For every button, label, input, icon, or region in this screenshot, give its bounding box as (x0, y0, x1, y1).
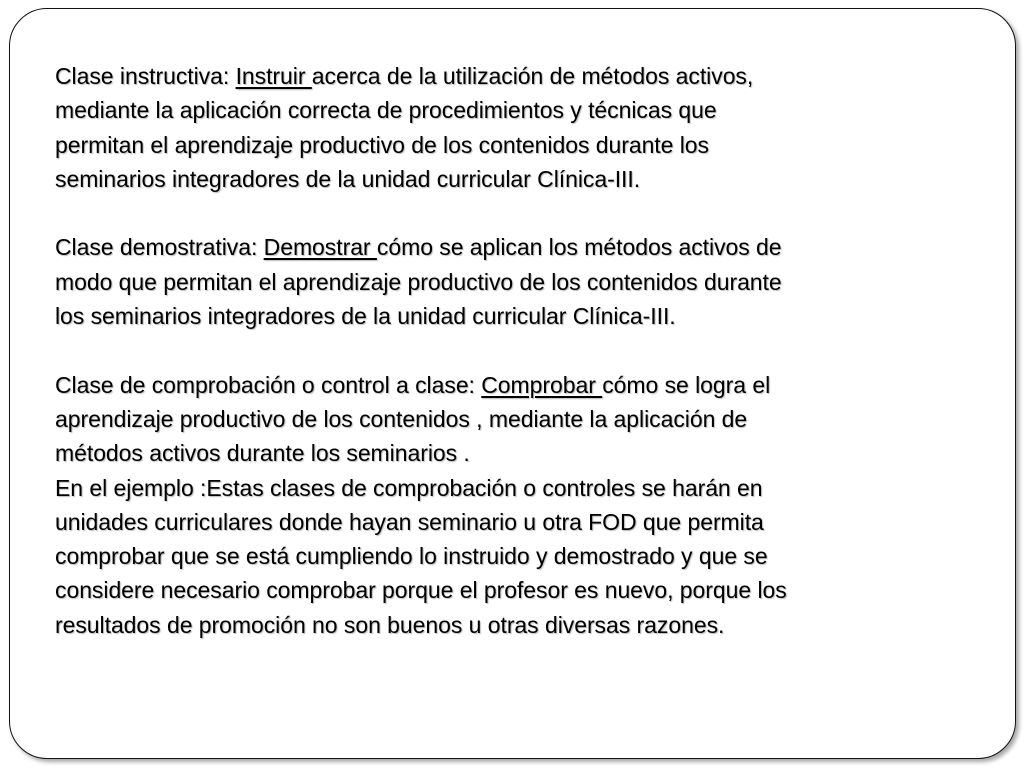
paragraph-gap (55, 333, 995, 367)
paragraph-demostrativa (55, 230, 995, 333)
paragraph-label: Clase instructiva: (55, 63, 236, 89)
text-line: cómo se aplican los métodos activos de (376, 234, 782, 261)
text-line: cómo se logra el (602, 371, 771, 398)
text-line: aprendizaje productivo de los contenidos , mediante la aplicación de (55, 405, 748, 432)
keyword-comprobar: Comprobar (481, 371, 603, 398)
slide-body (55, 59, 995, 642)
keyword-instruir: Instruir (235, 63, 312, 89)
paragraph-gap (55, 196, 995, 230)
paragraph-label: Clase demostrativa: (55, 234, 264, 261)
text-line: unidades curriculares donde hayan seminario u otra FOD que permita (55, 508, 764, 535)
text-line: métodos activos durante los seminarios . (55, 440, 470, 467)
keyword-demostrar: Demostrar (263, 234, 377, 261)
text-line: En el ejemplo :Estas clases de comprobación o controles se harán en (55, 474, 763, 501)
text-line: mediante la aplicación correcta de procedimientos y técnicas que (55, 97, 717, 124)
text-line: seminarios integradores de la unidad curricular Clínica-III. (55, 165, 641, 192)
paragraph-example (55, 471, 995, 642)
text-line: acerca de la utilización de métodos activos, (311, 63, 754, 89)
paragraph-instructiva (55, 59, 995, 196)
text-line: permitan el aprendizaje productivo de los contenidos durante los (55, 131, 709, 158)
text-line: modo que permitan el aprendizaje productivo de los contenidos durante (55, 268, 782, 295)
paragraph-comprobacion (55, 368, 995, 471)
text-line: resultados de promoción no son buenos u otras diversas razones. (55, 611, 725, 638)
text-line: comprobar que se está cumpliendo lo instruido y demostrado y que se (55, 543, 768, 570)
text-line: considere necesario comprobar porque el profesor es nuevo, porque los (55, 577, 787, 604)
text-line: los seminarios integradores de la unidad curricular Clínica-III. (55, 303, 676, 330)
paragraph-label: Clase de comprobación o control a clase: (55, 371, 482, 398)
